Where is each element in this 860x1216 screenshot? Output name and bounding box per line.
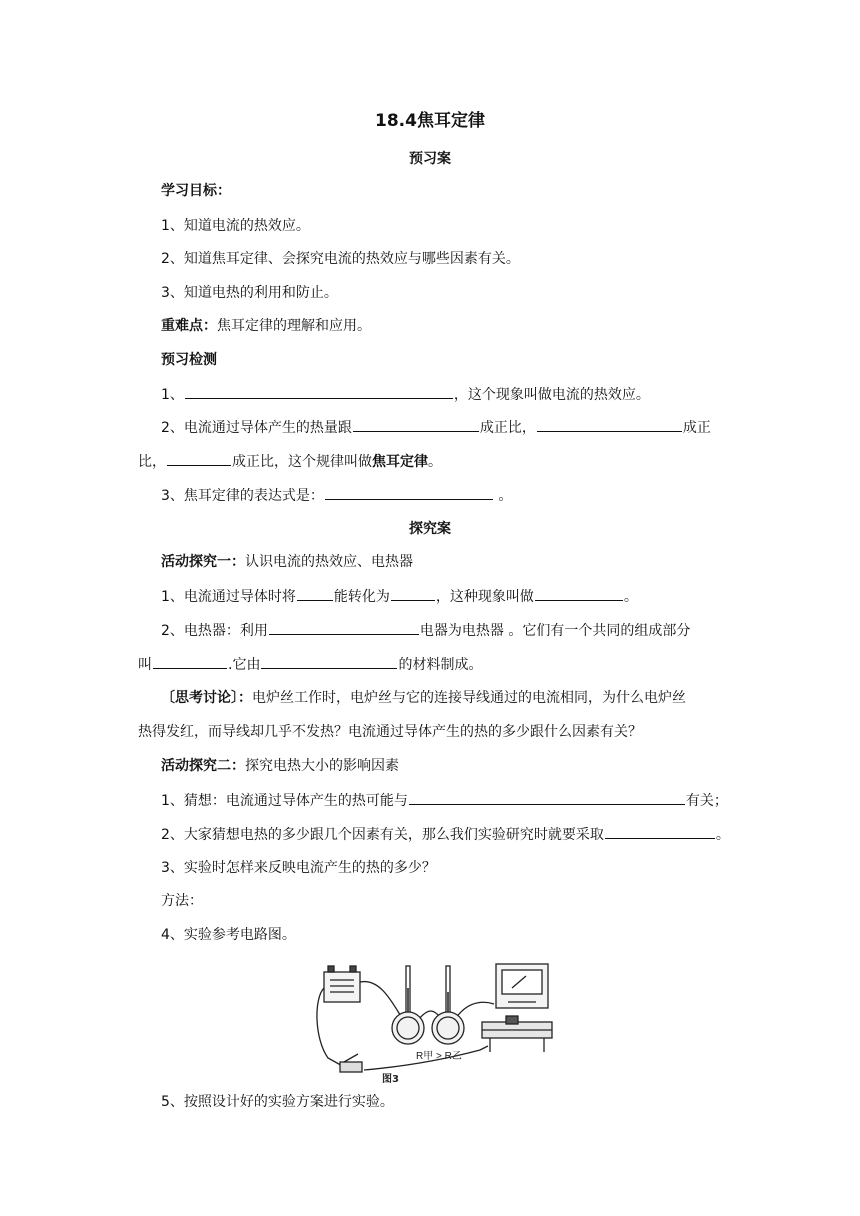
q3-prefix: 3、焦耳定律的表达式是： bbox=[161, 488, 324, 504]
q2-prefix: 2、电流通过导体产生的热量跟 bbox=[161, 420, 352, 436]
a2-line2-part: .它由 bbox=[228, 657, 261, 673]
explore-question-2 bbox=[161, 621, 690, 640]
explore-question-2-cont bbox=[138, 655, 482, 674]
q2-line2-prefix: 比， bbox=[138, 454, 166, 470]
activity-2-label: 活动探究二： bbox=[161, 758, 245, 774]
blank-field[interactable] bbox=[297, 587, 333, 601]
activity-1-heading bbox=[161, 553, 413, 571]
think-discussion-cont: 热得发红，而导线却几乎不发热？电流通过导体产生的热的多少跟什么因素有关？ bbox=[138, 724, 642, 740]
preview-question-3 bbox=[161, 486, 512, 505]
q3-suffix: 。 bbox=[493, 488, 513, 504]
preview-question-2 bbox=[161, 418, 711, 437]
a2-part: 电器为电热器 。它们有一个共同的组成部分 bbox=[419, 623, 691, 639]
blank-field[interactable] bbox=[167, 452, 231, 466]
blank-field[interactable] bbox=[185, 385, 453, 399]
switch-icon bbox=[340, 1062, 362, 1072]
page-title: 18.4焦耳定律 bbox=[375, 111, 485, 131]
activity-1-label: 活动探究一： bbox=[161, 554, 245, 570]
goals-label: 学习目标： bbox=[161, 183, 231, 199]
a1-part: ，这种现象叫做 bbox=[435, 589, 534, 605]
activity-2-heading bbox=[161, 757, 399, 775]
activity-1-text: 认识电流的热效应、电热器 bbox=[245, 554, 413, 570]
q2-line2-end: 。 bbox=[428, 454, 442, 470]
a1-part: 1、电流通过导体时将 bbox=[161, 589, 296, 605]
activity-2-text: 探究电热大小的影响因素 bbox=[245, 758, 399, 774]
q2-mid: 成正比， bbox=[479, 420, 536, 436]
method-question bbox=[161, 825, 730, 844]
goal-item: 3、知道电热的利用和防止。 bbox=[161, 285, 338, 301]
a2-line2-part: 叫 bbox=[138, 657, 152, 673]
a2-part: 2、电热器：利用 bbox=[161, 623, 268, 639]
experiment-step-5: 5、按照设计好的实验方案进行实验。 bbox=[161, 1094, 394, 1110]
a1-part: 。 bbox=[623, 589, 638, 605]
think-text: 电炉丝工作时，电炉丝与它的连接导线通过的电流相同，为什么电炉丝 bbox=[252, 690, 686, 706]
figure-label: 图3 bbox=[382, 1074, 399, 1085]
circuit-caption: 4、实验参考电路图。 bbox=[161, 927, 296, 943]
blank-field[interactable] bbox=[409, 791, 685, 805]
b2-part: 2、大家猜想电热的多少跟几个因素有关，那么我们实验研究时就要采取 bbox=[161, 827, 604, 843]
hypothesis-question bbox=[161, 791, 728, 810]
think-discussion bbox=[161, 689, 686, 707]
battery-icon bbox=[324, 972, 360, 1002]
check-label: 预习检测 bbox=[161, 352, 217, 368]
blank-field[interactable] bbox=[537, 418, 682, 432]
blank-field[interactable] bbox=[269, 621, 419, 635]
key-text: 焦耳定律的理解和应用。 bbox=[217, 318, 371, 334]
method-label: 方法： bbox=[161, 893, 203, 909]
preview-question-1 bbox=[161, 385, 650, 404]
resistance-relation: R甲 > R乙 bbox=[416, 1051, 462, 1062]
blank-field[interactable] bbox=[153, 655, 227, 669]
joule-law-term: 焦耳定律 bbox=[372, 454, 428, 470]
a2-line2-part: 的材料制成。 bbox=[398, 657, 483, 673]
blank-field[interactable] bbox=[353, 418, 479, 432]
preview-question-2-cont bbox=[138, 452, 442, 471]
b1-part: 1、猜想：电流通过导体产生的热可能与 bbox=[161, 793, 408, 809]
explore-heading: 探究案 bbox=[409, 521, 451, 537]
blank-field[interactable] bbox=[325, 486, 493, 500]
q1-prefix: 1、 bbox=[161, 387, 184, 403]
goal-item: 1、知道电流的热效应。 bbox=[161, 218, 310, 234]
goal-item: 2、知道焦耳定律、会探究电流的热效应与哪些因素有关。 bbox=[161, 251, 520, 267]
blank-field[interactable] bbox=[391, 587, 435, 601]
preview-heading: 预习案 bbox=[409, 151, 451, 167]
blank-field[interactable] bbox=[535, 587, 623, 601]
b2-part: 。 bbox=[715, 827, 730, 843]
key-label: 重难点： bbox=[161, 318, 217, 334]
b1-part: 有关； bbox=[685, 793, 728, 809]
circuit-svg bbox=[310, 958, 560, 1086]
reflect-question: 3、实验时怎样来反映电流产生的热的多少？ bbox=[161, 860, 436, 876]
key-points bbox=[161, 317, 371, 335]
q2-end: 成正 bbox=[682, 420, 711, 436]
think-label: 〔思考讨论〕： bbox=[161, 690, 252, 706]
q1-suffix: ，这个现象叫做电流的热效应。 bbox=[453, 387, 650, 403]
explore-question-1 bbox=[161, 587, 638, 606]
a1-part: 能转化为 bbox=[333, 589, 390, 605]
q2-line2-mid: 成正比，这个规律叫做 bbox=[232, 454, 372, 470]
circuit-diagram bbox=[310, 958, 560, 1086]
blank-field[interactable] bbox=[605, 825, 715, 839]
blank-field[interactable] bbox=[261, 655, 397, 669]
